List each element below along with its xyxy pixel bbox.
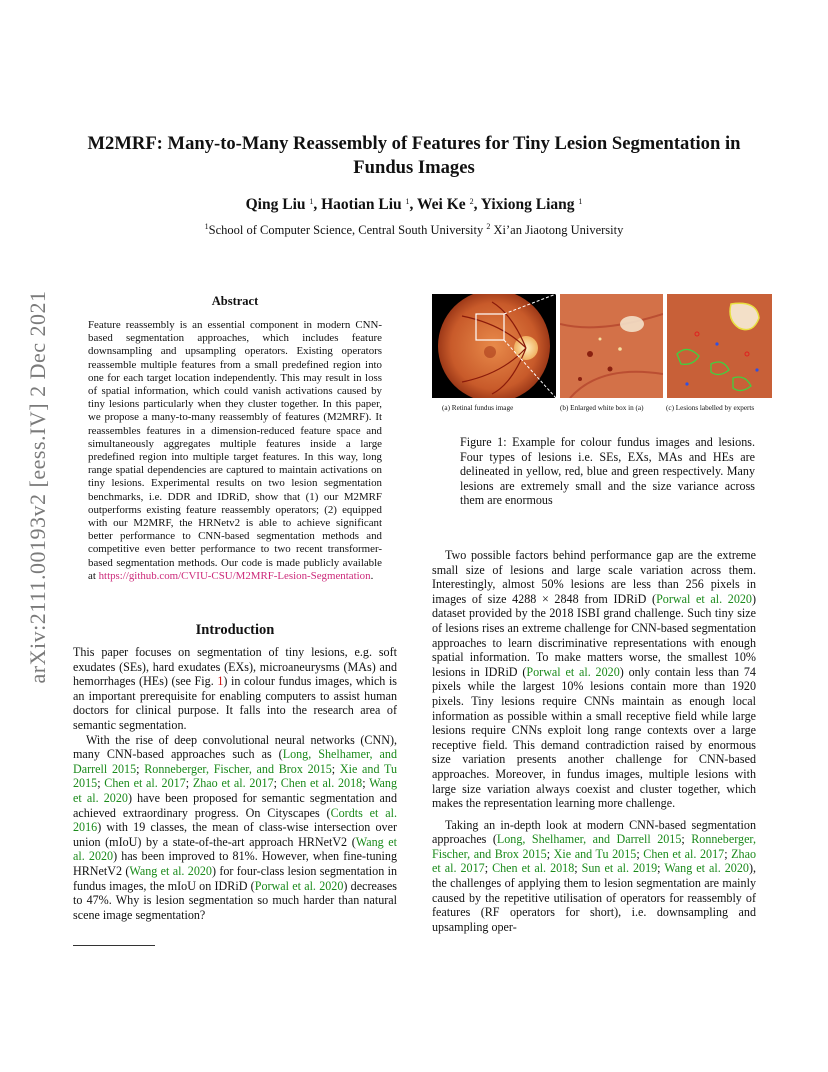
intro-paragraph-1 <box>73 645 397 733</box>
text: With the rise of deep convolutional neural networks (CNN), many CNN-based approaches such as ( <box>73 732 397 762</box>
arxiv-identifier <box>26 292 50 682</box>
text: This paper focuses on segmentation of tiny lesions, e.g. soft exudates (SEs), hard exudates (EXs), microaneurysms (MAs) and hemorrhages (HEs) (see Fig. <box>73 645 397 689</box>
subcaption-c: (c) Lesions labelled by experts <box>666 404 755 412</box>
abstract-body <box>88 319 382 583</box>
text: ) decreases to 47%. Why is lesion segmentation so much harder than natural scene image segmentation? <box>73 878 397 922</box>
author-name: Yixiong Liang <box>480 196 575 213</box>
enlarged-region-image <box>560 294 663 398</box>
text: ) dataset provided by the 2018 ISBI grand challenge. Such tiny size of lesions rises an extreme challenge for CNN-based segmentation approaches to learn discriminative representations with enough spatial information. To make matters worse, the smallest 10% lesions in IDRiD ( <box>432 591 756 679</box>
abstract-heading: Abstract <box>211 294 259 308</box>
figure-caption: Figure 1: Example for colour fundus images and lesions. Four types of lesions i.e. SEs, EXs, MAs and HEs are delineated in yellow, red, blue and green respectively. Many lesions are extremely small and the size variance across them are enormous <box>460 435 755 508</box>
affil-mark: 1 <box>204 222 209 231</box>
text: ) only contain less than 74 pixels while the largest 10% lesions contain more than 1920 pixels. Tiny lesions require CNNs maintain as enough local information as possible within a small receptive field while large lesions require CNNs exploit long range contexts over a large receptive field. This demand contradiction raised by enormous size variation presents another challenge for CNN-based approaches. Moreover, in fundus images, multiple lesions with large size variation always coexist and cluster together, which makes the representation learning more challenge. <box>432 664 756 811</box>
text: ) with 19 classes, the mean of class-wise intersection over union (mIoU) by a state-of-the-art approach HRNetV2 ( <box>73 820 397 849</box>
citation[interactable]: Cordts et al. 2016 <box>73 805 397 835</box>
intro-paragraph-2: With the rise of deep convolutional neural networks (CNN), many CNN-based approaches such as (Long, Shelhamer, and Darrell 2015; Ronneberger, Fischer, and Brox 2015; Xie and Tu 2015; Chen et al. 2017; Zhao et al. 2017; Chen et al. 2018; Wang et al. 2020) have been proposed for semantic segmentation and achieved extraordinary progress. On Cityscapes (Cordts et al. 2016) with 19 classes, the mean of class-wise intersection over union (mIoU) by a state-of-the-art approach HRNetV2 (Wang et al. 2020) has been improved to 81%. However, when fine-tuning HRNetV2 (Wang et al. 2020) for four-class lesion segmentation in fundus images, the mIoU on IDRiD (Porwal et al. 2020) decreases to 47%. Why is lesion segmentation so much harder than natural scene image segmentation? <box>73 732 397 922</box>
author-name: Wei Ke <box>417 196 466 213</box>
citation[interactable]: Chen et al. 2017 <box>104 776 186 791</box>
retinal-fundus-image <box>432 294 556 398</box>
citation[interactable]: Porwal et al. 2020 <box>526 664 620 679</box>
citation[interactable]: Long, Shelhamer, and Darrell 2015 <box>73 747 397 776</box>
expert-labelled-lesions-image <box>667 294 772 398</box>
text: ), the challenges of applying them to lesion segmentation are mainly caused by the repetitive utilisation of operators for reassembly of features (RF operators for short), i.e. downsampling and upsampling oper- <box>432 861 756 934</box>
citation[interactable]: Wang et al. 2020 <box>129 863 212 878</box>
citation[interactable]: Wang et al. 2020 <box>664 861 749 876</box>
text: ) for four-class lesion segmentation in fundus images, the mIoU on IDRiD ( <box>73 863 397 893</box>
figure-1 <box>432 294 772 400</box>
abstract-end: . <box>370 569 374 582</box>
citation[interactable]: Ronneberger, Fischer, and Brox 2015 <box>144 761 332 776</box>
author-name: Qing Liu <box>245 196 306 213</box>
citation[interactable]: Ronneberger, Fischer, and Brox 2015 <box>432 832 756 861</box>
text: ) in colour fundus images, which is an important prerequisite for enabling computers to assist human doctors for clinical purpose. It falls into the research area of semantic segmentation. <box>73 674 398 732</box>
arxiv-id-text: arXiv:2111.00193v2 [eess.IV] 2 Dec 2021 <box>25 290 50 684</box>
citation[interactable]: Porwal et al. 2020 <box>254 878 344 893</box>
author-affil-mark: 2 <box>469 197 474 206</box>
text: ) has been improved to 81%. However, when fine-tuning HRNetV2 ( <box>73 849 397 878</box>
citation[interactable]: Porwal et al. 2020 <box>656 591 752 606</box>
citation[interactable]: Xie and Tu 2015 <box>73 761 397 791</box>
title-line-1: M2MRF: Many-to-Many Reassembly of Features for Tiny Lesion Segmentation in <box>87 133 741 154</box>
affil-mark: 2 <box>486 222 491 231</box>
author-affil-mark: 1 <box>309 197 314 206</box>
left-column-body <box>73 645 397 922</box>
citation[interactable]: Sun et al. 2019 <box>581 861 658 876</box>
right-column-body <box>432 548 756 934</box>
citation[interactable]: Long, Shelhamer, and Darrell 2015 <box>496 832 682 847</box>
footnote-rule <box>73 945 155 946</box>
text: Taking an in-depth look at modern CNN-based segmentation approaches ( <box>432 817 756 847</box>
affil-text: School of Computer Science, Central South University <box>208 223 484 237</box>
citation[interactable]: Wang et al. 2020 <box>73 776 397 805</box>
subfigure-captions <box>432 404 772 416</box>
citation[interactable]: Zhao et al. 2017 <box>192 776 274 791</box>
author-list: Qing Liu $^1$, Haotian Liu $^1$, Wei Ke $^2$, Yixiong Liang $^1$ <box>245 196 583 213</box>
citation[interactable]: Wang et al. 2020 <box>73 834 397 864</box>
author-name: Haotian Liu <box>321 196 402 213</box>
subcaption-a: (a) Retinal fundus image <box>442 404 514 412</box>
code-link[interactable]: https://github.com/CVIU-CSU/M2MRF-Lesion-Segmentation <box>98 569 371 582</box>
paper-title <box>60 132 768 180</box>
affil-text: Xi’an Jiaotong University <box>493 223 624 237</box>
paragraph: Taking an in-depth look at modern CNN-based segmentation approaches (Long, Shelhamer, and Darrell 2015; Ronneberger, Fischer, and Brox 2015; Xie and Tu 2015; Chen et al. 2017; Zhao et al. 2017; Chen et al. 2018; Sun et al. 2019; Wang et al. 2020), the challenges of applying them to lesion segmentation are mainly caused by the repetitive utilisation of operators for reassembly of features (RF operators for short), i.e. downsampling and upsampling oper- <box>432 817 757 934</box>
paragraph <box>432 548 756 811</box>
subcaption-b: (b) Enlarged white box in (a) <box>560 404 644 412</box>
abstract-text: Feature reassembly is an essential component in modern CNN-based segmentation approaches, which includes feature downsampling and upsampling operators. Existing operators reassemble multiple features from a small predefined region into one for each target location independently. This may result in loss of spatial information, which could vanish activations caused by tiny lesions particularly when they cluster together. In this paper, we propose a many-to-many reassembly of features (M2MRF). It reassembles features in a dimension-reduced feature space and simultaneously aggregates multiple features inside a large predefined region into multiple target features. In this way, long range spatial dependencies are captured to maintain activations on tiny lesions. Experimental results on two lesion segmentation benchmarks, i.e. DDR and IDRiD, show that (1) our M2MRF outperforms existing feature reassembly operators; (2) equipped with our M2MRF, the HRNetv2 is able to achieve significant better performance to CNN-based segmentation methods and competitive even better performance to two recent transformer-based segmentation methods. Our code is made publicly available at <box>88 319 382 582</box>
citation[interactable]: Zhao et al. 2017 <box>432 846 757 876</box>
affiliations <box>60 222 768 238</box>
author-affil-mark: 1 <box>578 197 583 206</box>
citation[interactable]: Chen et al. 2018 <box>492 861 575 876</box>
citation[interactable]: Chen et al. 2018 <box>280 776 363 791</box>
text: ) have been proposed for semantic segmentation and achieved extraordinary progress. On Cityscapes ( <box>73 790 397 820</box>
introduction-heading: Introduction <box>195 622 275 638</box>
figure-ref[interactable]: 1 <box>217 674 224 689</box>
text: Two possible factors behind performance gap are the extreme small size of lesions and large scale variation across them. Interestingly, almost 50% lesions are less than 256 pixels in images of size 4288 × 2848 from IDRiD ( <box>432 548 756 606</box>
author-affil-mark: 1 <box>405 197 410 206</box>
citation[interactable]: Xie and Tu 2015 <box>553 846 637 861</box>
citation[interactable]: Chen et al. 2017 <box>643 846 725 861</box>
title-line-2: Fundus Images <box>353 157 475 178</box>
